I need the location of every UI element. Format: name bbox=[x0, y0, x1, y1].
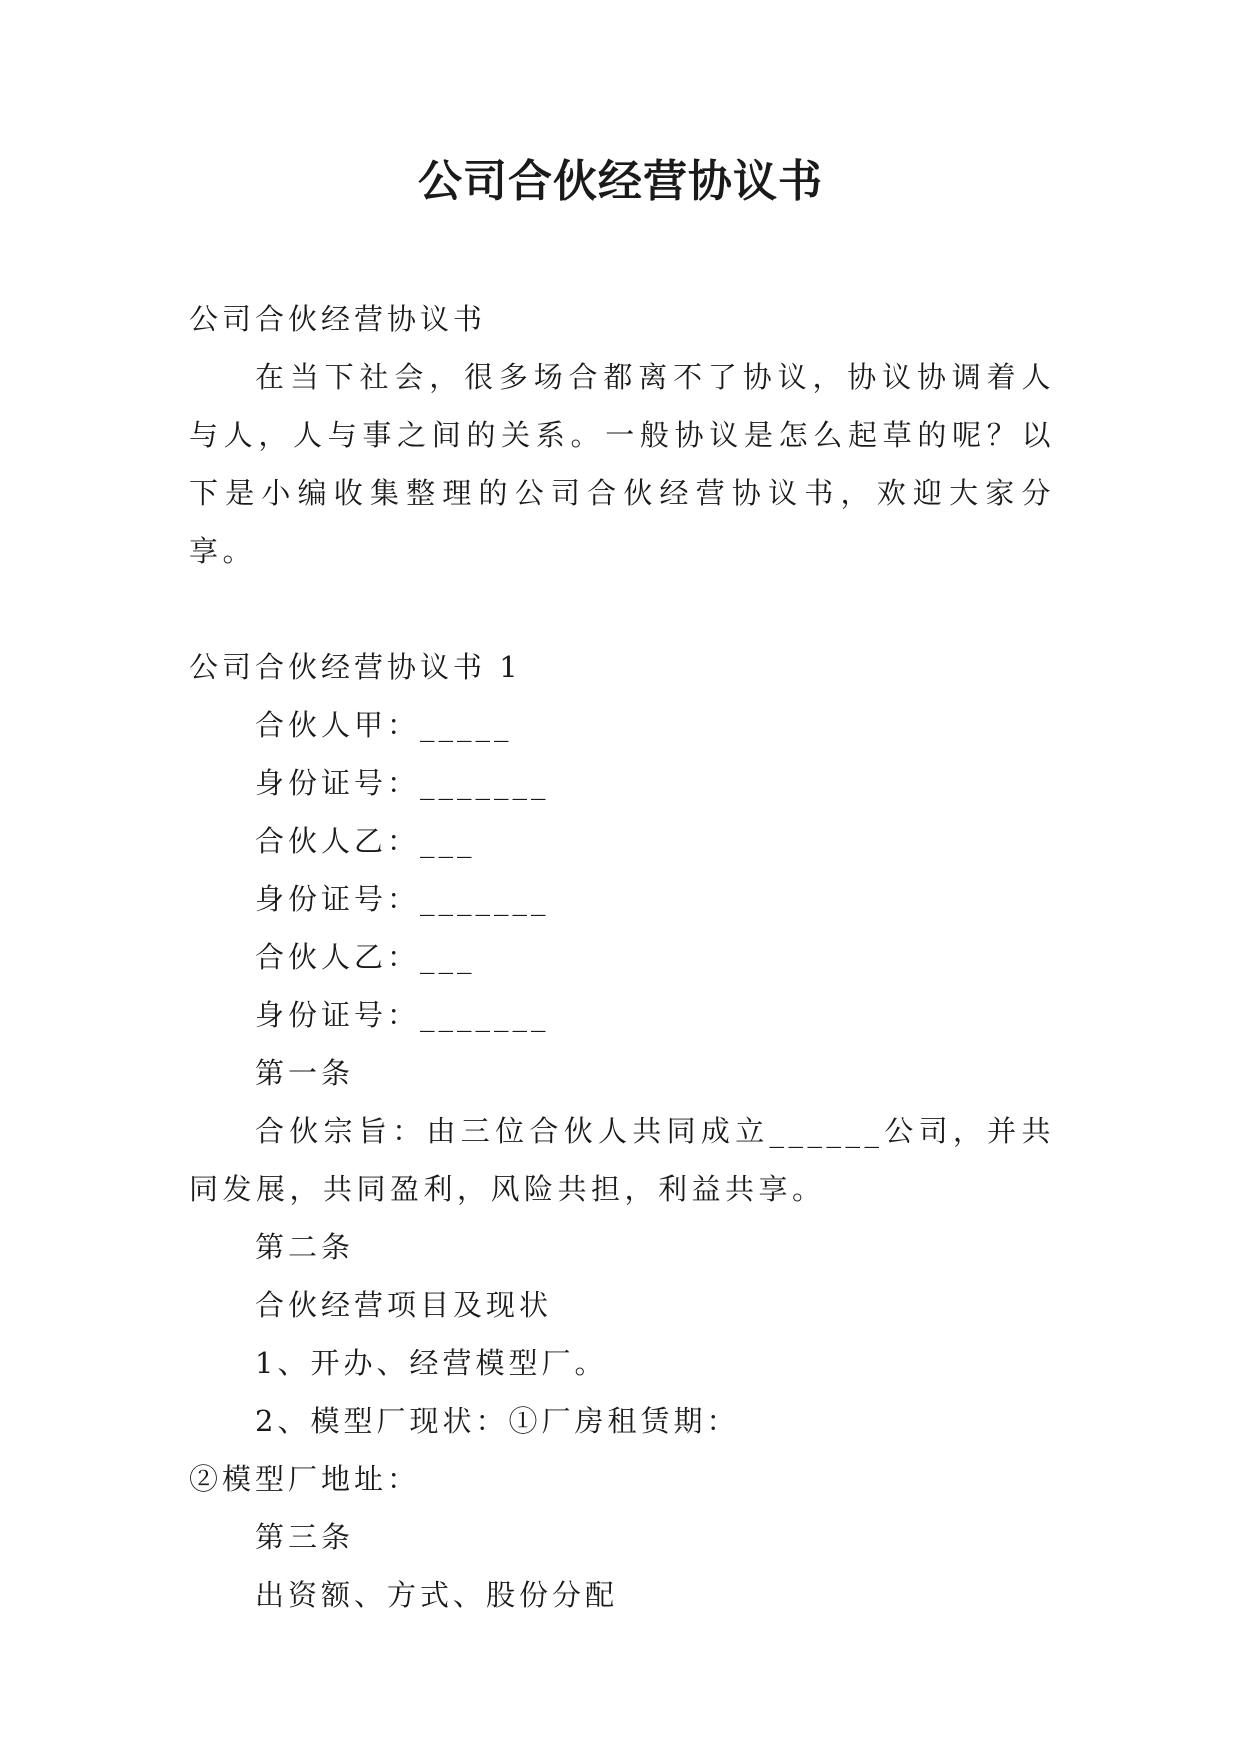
article-1-text: 合伙宗旨：由三位合伙人共同成立______公司，并共同发展，共同盈利，风险共担，利益共享。 bbox=[189, 1114, 1055, 1206]
document-body bbox=[189, 290, 1055, 1624]
article-3-title: 出资额、方式、股份分配 bbox=[255, 1578, 619, 1612]
intro-paragraph: 在当下社会，很多场合都离不了协议，协议协调着人与人，人与事之间的关系。一般协议是怎么起草的呢？以下是小编收集整理的公司合伙经营协议书，欢迎大家分享。 bbox=[189, 360, 1055, 568]
field-id-c: 身份证号：_______ bbox=[255, 998, 550, 1032]
article-2-item-1: 1、开办、经营模型厂。 bbox=[255, 1346, 608, 1380]
paragraph-spacer bbox=[189, 580, 1055, 638]
article-2-item-2-continued: ②模型厂地址： bbox=[189, 1462, 421, 1496]
article-2-item-2: 2、模型厂现状：①厂房租赁期： bbox=[255, 1404, 740, 1438]
article-1-heading: 第一条 bbox=[255, 1056, 355, 1090]
intro-heading: 公司合伙经营协议书 bbox=[189, 302, 487, 336]
field-partner-a: 合伙人甲：_____ bbox=[255, 708, 513, 742]
article-2-title: 合伙经营项目及现状 bbox=[255, 1288, 553, 1322]
field-partner-b: 合伙人乙：___ bbox=[255, 824, 476, 858]
article-3-heading: 第三条 bbox=[255, 1520, 355, 1554]
field-partner-c: 合伙人乙：___ bbox=[255, 940, 476, 974]
field-id-b: 身份证号：_______ bbox=[255, 882, 550, 916]
document-title: 公司合伙经营协议书 bbox=[418, 156, 823, 207]
section-heading: 公司合伙经营协议书 1 bbox=[189, 650, 522, 684]
field-id-a: 身份证号：_______ bbox=[255, 766, 550, 800]
article-2-heading: 第二条 bbox=[255, 1230, 355, 1264]
